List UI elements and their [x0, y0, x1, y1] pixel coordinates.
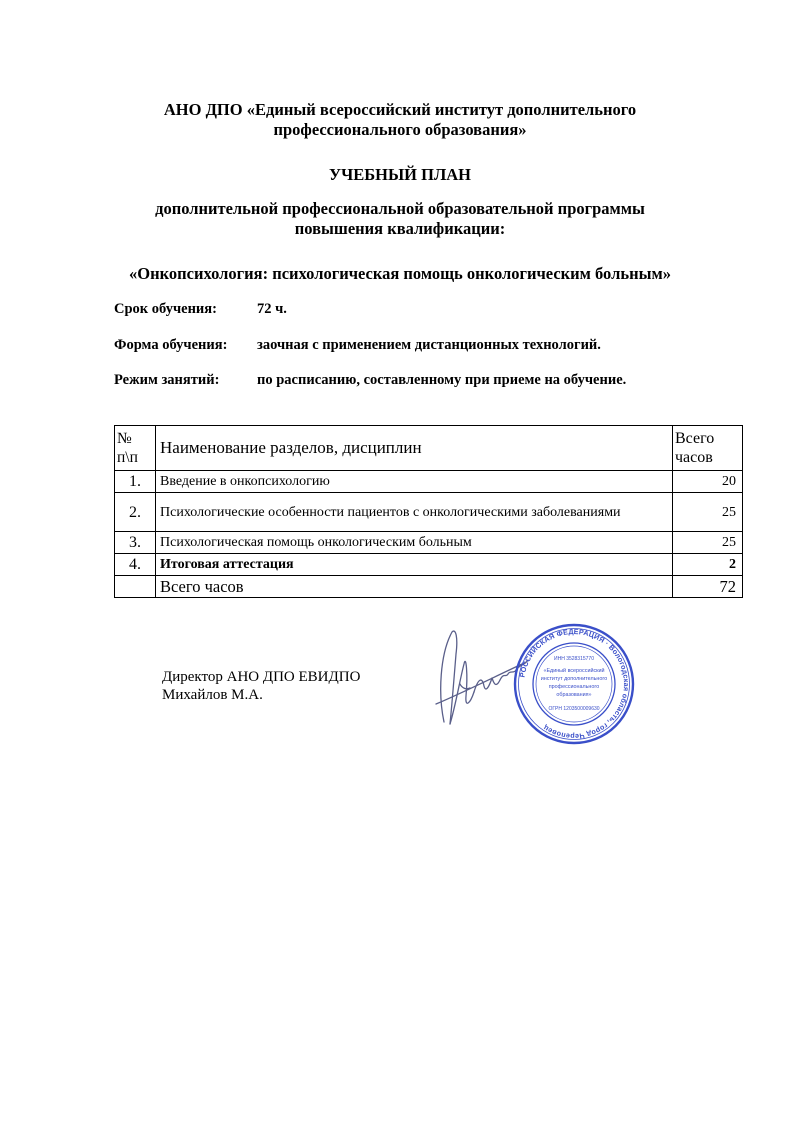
- program-name: «Онкопсихология: психологическая помощь онкологическим больным»: [129, 264, 671, 283]
- duration-value: 72 ч.: [257, 301, 287, 317]
- column-header-hours: Всего часов: [673, 426, 743, 471]
- svg-text:ОГРН 1203500009630: ОГРН 1203500009630: [548, 706, 600, 712]
- svg-text:«Единый всероссийский: «Единый всероссийский: [543, 668, 605, 674]
- column-header-name: Наименование разделов, дисциплин: [156, 426, 673, 471]
- row-name: Психологическая помощь онкологическим больным: [156, 532, 673, 554]
- curriculum-table: [114, 425, 743, 598]
- organization-seal: [512, 622, 636, 746]
- signer-name: Михайлов М.А.: [162, 687, 263, 703]
- duration-label: Срок обучения:: [114, 301, 217, 317]
- svg-text:профессионального: профессионального: [548, 684, 600, 690]
- total-hours: 72: [673, 576, 743, 598]
- row-hours: 20: [673, 471, 743, 493]
- program-type: дополнительной профессиональной образовательной программы повышения квалификации:: [155, 199, 645, 238]
- svg-text:РОССИЙСКАЯ ФЕДЕРАЦИЯ · Вологод: РОССИЙСКАЯ ФЕДЕРАЦИЯ · Вологодская область, город Череповец: [517, 626, 632, 742]
- row-hours: 25: [673, 532, 743, 554]
- table-row: [115, 532, 743, 554]
- table-row: [115, 554, 743, 576]
- schedule-value: по расписанию, составленному при приеме на обучение.: [257, 372, 627, 388]
- svg-text:институт дополнительного: институт дополнительного: [540, 676, 608, 682]
- row-hours: 2: [673, 554, 743, 576]
- table-total-row: [115, 576, 743, 598]
- total-label: Всего часов: [156, 576, 673, 598]
- row-number: 3.: [115, 532, 156, 554]
- svg-text:образования»: образования»: [556, 692, 592, 698]
- signer-title: Директор АНО ДПО ЕВИДПО: [162, 669, 361, 685]
- row-name: Итоговая аттестация: [156, 554, 673, 576]
- table-row: [115, 493, 743, 532]
- form-label: Форма обучения:: [114, 337, 228, 353]
- table-row: [115, 471, 743, 493]
- form-value: заочная с применением дистанционных технологий.: [257, 337, 601, 353]
- row-name: Психологические особенности пациентов с онкологическими заболеваниями: [156, 493, 673, 532]
- row-number: 4.: [115, 554, 156, 576]
- row-number: 2.: [115, 493, 156, 532]
- total-empty-cell: [115, 576, 156, 598]
- row-number: 1.: [115, 471, 156, 493]
- table-header-row: [115, 426, 743, 471]
- plan-title: УЧЕБНЫЙ ПЛАН: [328, 165, 471, 184]
- row-hours: 25: [673, 493, 743, 532]
- organization-name: АНО ДПО «Единый всероссийский институт дополнительного профессионального образования»: [163, 100, 637, 139]
- row-name: Введение в онкопсихологию: [156, 471, 673, 493]
- svg-text:ИНН 3528315770: ИНН 3528315770: [553, 656, 595, 662]
- signer-block: [162, 668, 360, 704]
- column-header-number: № п\п: [115, 426, 156, 471]
- schedule-label: Режим занятий:: [114, 372, 220, 388]
